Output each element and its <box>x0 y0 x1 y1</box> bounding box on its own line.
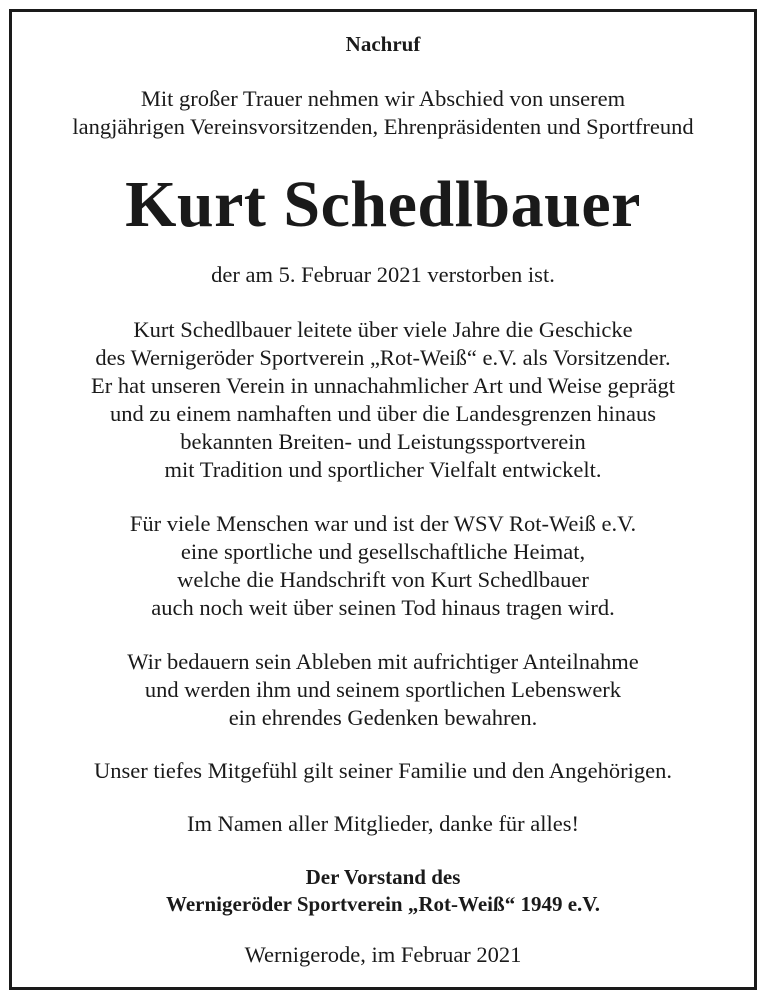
paragraph-1-line-6: mit Tradition und sportlicher Vielfalt entwickelt. <box>164 457 602 482</box>
paragraph-1-line-3: Er hat unseren Verein in unnachahmlicher Art und Weise geprägt <box>90 373 676 398</box>
paragraph-3-line-1: Wir bedauern sein Ableben mit aufrichtiger Anteilnahme <box>127 649 639 674</box>
place-date-line: Wernigerode, im Februar 2021 <box>244 942 522 967</box>
intro-line-1: Mit großer Trauer nehmen wir Abschied von unserem <box>140 86 626 111</box>
death-date-line: der am 5. Februar 2021 verstorben ist. <box>211 262 555 287</box>
deceased-name: Kurt Schedlbauer <box>125 168 641 241</box>
paragraph-2-line-3: welche die Handschrift von Kurt Schedlbauer <box>177 567 589 592</box>
paragraph-2-line-4: auch noch weit über seinen Tod hinaus tragen wird. <box>151 595 615 620</box>
paragraph-3-line-3: ein ehrendes Gedenken bewahren. <box>228 705 538 730</box>
intro-line-2: langjährigen Vereinsvorsitzenden, Ehrenpräsidenten und Sportfreund <box>72 114 694 139</box>
paragraph-1-line-5: bekannten Breiten- und Leistungssportverein <box>180 429 586 454</box>
sympathy-line: Unser tiefes Mitgefühl gilt seiner Familie und den Angehörigen. <box>93 758 672 783</box>
signature-line-1: Der Vorstand des <box>305 865 461 889</box>
paragraph-1-line-1: Kurt Schedlbauer leitete über viele Jahre die Geschicke <box>133 317 633 342</box>
obituary-notice <box>9 9 757 990</box>
paragraph-1-line-2: des Wernigeröder Sportverein „Rot-Weiß“ e.V. als Vorsitzender. <box>95 345 671 370</box>
paragraph-1-line-4: und zu einem namhaften und über die Landesgrenzen hinaus <box>109 401 657 426</box>
paragraph-2-line-1: Für viele Menschen war und ist der WSV Rot-Weiß e.V. <box>129 511 637 536</box>
paragraph-2-line-2: eine sportliche und gesellschaftliche Heimat, <box>180 539 586 564</box>
notice-heading: Nachruf <box>345 32 421 56</box>
paragraph-3-line-2: und werden ihm und seinem sportlichen Lebenswerk <box>144 677 622 702</box>
thanks-line: Im Namen aller Mitglieder, danke für alles! <box>186 811 580 836</box>
signature-line-2: Wernigeröder Sportverein „Rot-Weiß“ 1949 e.V. <box>166 892 600 916</box>
